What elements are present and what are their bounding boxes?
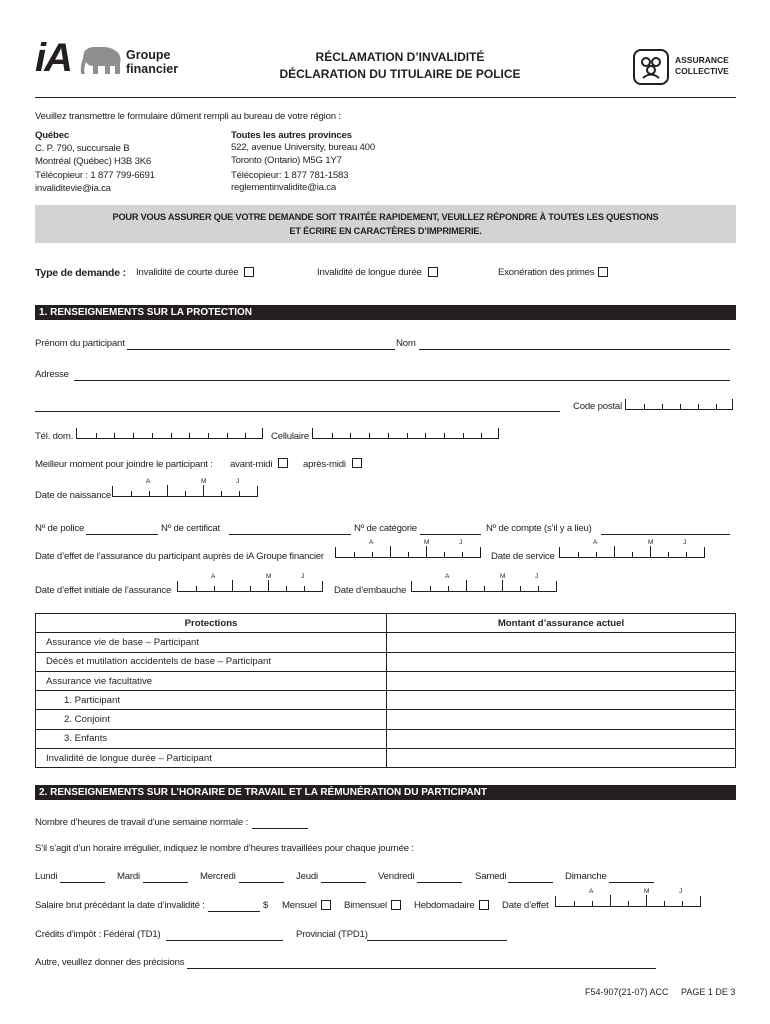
category-no-field[interactable]: [420, 534, 481, 535]
effective-date-label: Date d’effet de l’assurance du participant auprès de iA Groupe financier: [35, 551, 324, 562]
service-date-month-caption: M: [648, 539, 654, 546]
saturday-hours-field[interactable]: [508, 882, 553, 883]
other-details-label: Autre, veuillez donner des précisions: [35, 957, 185, 968]
sunday-hours-field[interactable]: [609, 882, 654, 883]
salary-field[interactable]: [208, 911, 260, 912]
birth-date-field[interactable]: [112, 486, 258, 497]
header-rule: [35, 97, 736, 98]
effect-date-month-caption: M: [644, 888, 650, 895]
request-type-label: Type de demande :: [35, 267, 126, 279]
protections-table: [35, 613, 736, 768]
initial-date-day-caption: J: [301, 573, 305, 580]
initial-date-field[interactable]: [177, 581, 323, 592]
protection-cell: Invalidité de longue durée – Participant: [36, 749, 387, 768]
monday-label: Lundi: [35, 871, 58, 882]
bimonthly-label: Bimensuel: [344, 900, 387, 911]
effective-date-day-caption: J: [459, 539, 463, 546]
account-no-field[interactable]: [601, 534, 730, 535]
salary-label: Salaire brut précédant la date d’invalidité :: [35, 900, 205, 911]
form-title-line2: DÉCLARATION DU TITULAIRE DE POLICE: [279, 67, 521, 81]
cell-label: Cellulaire: [271, 431, 309, 442]
wednesday-hours-field[interactable]: [239, 882, 284, 883]
table-row: [36, 652, 736, 671]
birth-date-label: Date de naissance: [35, 490, 112, 501]
service-date-year-caption: A: [593, 539, 598, 546]
short-term-checkbox[interactable]: [244, 267, 254, 277]
cell-field[interactable]: [312, 428, 499, 439]
morning-label: avant-midi: [230, 459, 273, 470]
initial-date-label: Date d’effet initiale de l’assurance: [35, 585, 172, 596]
long-term-checkbox[interactable]: [428, 267, 438, 277]
short-term-label: Invalidité de courte durée: [136, 267, 239, 278]
certificate-no-field[interactable]: [229, 534, 351, 535]
monthly-label: Mensuel: [282, 900, 317, 911]
category-no-label: Nº de catégorie: [354, 523, 417, 534]
birth-date-day-caption: J: [236, 478, 240, 485]
notice-box: [35, 205, 736, 243]
monday-hours-field[interactable]: [60, 882, 105, 883]
badge-line1: ASSURANCE: [675, 55, 729, 65]
initial-date-year-caption: A: [211, 573, 216, 580]
effect-date-day-caption: J: [679, 888, 683, 895]
address-field-line1[interactable]: [74, 380, 730, 381]
table-row: [36, 671, 736, 690]
hire-date-month-caption: M: [500, 573, 506, 580]
protection-cell: 2. Conjoint: [36, 710, 387, 729]
afternoon-label: après-midi: [303, 459, 346, 470]
logo-ia-text: iA: [35, 36, 71, 80]
certificate-no-label: Nº de certificat: [161, 523, 220, 534]
last-name-label: Nom: [396, 338, 416, 349]
protections-col-header: Protections: [36, 614, 387, 633]
protection-cell: 3. Enfants: [36, 729, 387, 748]
effect-date-field[interactable]: [555, 896, 701, 907]
premium-waiver-label: Exonération des primes: [498, 267, 595, 278]
birth-date-month-caption: M: [201, 478, 207, 485]
initial-date-month-caption: M: [266, 573, 272, 580]
other-line1: 522, avenue University, bureau 400: [231, 142, 375, 153]
amount-cell[interactable]: [387, 633, 736, 652]
address-label: Adresse: [35, 369, 69, 380]
form-code: F54-907(21-07) ACC: [585, 987, 669, 997]
weekly-hours-label: Nombre d’heures de travail d’une semaine normale :: [35, 817, 248, 828]
birth-date-year-caption: A: [146, 478, 151, 485]
weekly-hours-field[interactable]: [252, 828, 308, 829]
irregular-hours-label: S’il s’agit d’un horaire irrégulier, indiquez le nombre d’heures travaillées pour chaque journée :: [35, 843, 414, 854]
service-date-day-caption: J: [683, 539, 687, 546]
effect-date-year-caption: A: [589, 888, 594, 895]
hire-date-field[interactable]: [411, 581, 557, 592]
first-name-field[interactable]: [127, 349, 395, 350]
table-row: [36, 633, 736, 652]
quebec-line2: Montréal (Québec) H3B 3K6: [35, 156, 152, 167]
other-line4: reglementinvalidite@ia.ca: [231, 182, 336, 193]
other-details-field[interactable]: [187, 968, 656, 969]
hire-date-day-caption: J: [535, 573, 539, 580]
tax-credits-label: Crédits d’impôt : Fédéral (TD1): [35, 929, 161, 940]
weekly-label: Hebdomadaire: [414, 900, 475, 911]
quebec-line1: C. P. 790, succursale B: [35, 143, 130, 154]
first-name-label: Prénom du participant: [35, 338, 125, 349]
quebec-title: Québec: [35, 130, 69, 141]
protection-cell: 1. Participant: [36, 691, 387, 710]
quebec-line4: invaliditevie@ia.ca: [35, 183, 111, 194]
long-term-label: Invalidité de longue durée: [317, 267, 422, 278]
service-date-field[interactable]: [559, 547, 705, 558]
federal-td1-field[interactable]: [166, 940, 283, 941]
postal-code-label: Code postal: [573, 401, 623, 412]
protection-cell: Assurance vie de base – Participant: [36, 633, 387, 652]
amount-cell[interactable]: [387, 671, 736, 690]
hire-date-label: Date d’embauche: [334, 585, 407, 596]
amount-cell[interactable]: [387, 749, 736, 768]
tuesday-hours-field[interactable]: [143, 882, 188, 883]
notice-line2: ET ÉCRIRE EN CARACTÈRES D’IMPRIMERIE.: [289, 226, 482, 236]
other-title: Toutes les autres provinces: [231, 130, 352, 141]
notice-line1: POUR VOUS ASSURER QUE VOTRE DEMANDE SOIT TRAITÉE RAPIDEMENT, VEUILLEZ RÉPONDRE À TOUTES LES QUESTIONS: [112, 212, 659, 222]
section1-header: 1. RENSEIGNEMENTS SUR LA PROTECTION: [35, 305, 736, 320]
monthly-checkbox[interactable]: [321, 900, 331, 910]
other-line3: Télécopieur: 1 877 781-1583: [231, 170, 349, 181]
ia-logo: [35, 36, 185, 85]
sunday-label: Dimanche: [565, 871, 607, 882]
premium-waiver-checkbox[interactable]: [598, 267, 608, 277]
table-row: [36, 729, 736, 748]
effect-date-label: Date d’effet: [502, 900, 549, 911]
friday-label: Vendredi: [378, 871, 415, 882]
morning-checkbox[interactable]: [278, 458, 288, 468]
hire-date-year-caption: A: [445, 573, 450, 580]
account-no-label: Nº de compte (s’il y a lieu): [486, 523, 592, 534]
section2-header: 2. RENSEIGNEMENTS SUR L’HORAIRE DE TRAVAIL ET LA RÉMUNÉRATION DU PARTICIPANT: [35, 785, 736, 800]
amount-cell[interactable]: [387, 729, 736, 748]
people-icon: [633, 49, 669, 85]
protection-cell: Décès et mutilation accidentels de base – Participant: [36, 652, 387, 671]
bimonthly-checkbox[interactable]: [391, 900, 401, 910]
effective-date-year-caption: A: [369, 539, 374, 546]
dollar-sign: $: [263, 900, 269, 911]
address-field-line2[interactable]: [35, 411, 560, 412]
table-row: [36, 749, 736, 768]
home-phone-field[interactable]: [76, 428, 263, 439]
other-line2: Toronto (Ontario) M5G 1Y7: [231, 155, 342, 166]
weekly-checkbox[interactable]: [479, 900, 489, 910]
service-date-label: Date de service: [491, 551, 555, 562]
last-name-field[interactable]: [419, 349, 730, 350]
elephant-icon: [80, 46, 124, 76]
wednesday-label: Mercredi: [200, 871, 236, 882]
saturday-label: Samedi: [475, 871, 507, 882]
thursday-label: Jeudi: [296, 871, 318, 882]
table-row: [36, 691, 736, 710]
protection-cell: Assurance vie facultative: [36, 671, 387, 690]
tuesday-label: Mardi: [117, 871, 140, 882]
page-number: PAGE 1 DE 3: [681, 987, 736, 997]
policy-no-field[interactable]: [86, 534, 158, 535]
policy-no-label: Nº de police: [35, 523, 85, 534]
provincial-label: Provincial (TPD1): [296, 929, 368, 940]
form-title-line1: RÉCLAMATION D’INVALIDITÉ: [315, 50, 485, 64]
quebec-line3: Télécopieur : 1 877 799-6691: [35, 170, 155, 181]
amount-cell[interactable]: [387, 710, 736, 729]
logo-financier-text: financier: [126, 62, 179, 76]
table-header-row: [36, 614, 736, 633]
amount-cell[interactable]: [387, 652, 736, 671]
effective-date-field[interactable]: [335, 547, 481, 558]
afternoon-checkbox[interactable]: [352, 458, 362, 468]
offices-intro: Veuillez transmettre le formulaire dûment rempli au bureau de votre région :: [35, 111, 341, 122]
thursday-hours-field[interactable]: [321, 882, 366, 883]
logo-groupe-text: Groupe: [126, 48, 171, 62]
effective-date-month-caption: M: [424, 539, 430, 546]
group-insurance-badge: [633, 49, 743, 85]
friday-hours-field[interactable]: [417, 882, 462, 883]
amount-col-header: Montant d’assurance actuel: [387, 614, 736, 633]
postal-code-field[interactable]: [625, 399, 733, 410]
amount-cell[interactable]: [387, 691, 736, 710]
badge-line2: COLLECTIVE: [675, 66, 729, 76]
best-time-label: Meilleur moment pour joindre le participant :: [35, 459, 213, 470]
table-row: [36, 710, 736, 729]
home-phone-label: Tél. dom.: [35, 431, 74, 442]
provincial-tpd1-field[interactable]: [367, 940, 507, 941]
